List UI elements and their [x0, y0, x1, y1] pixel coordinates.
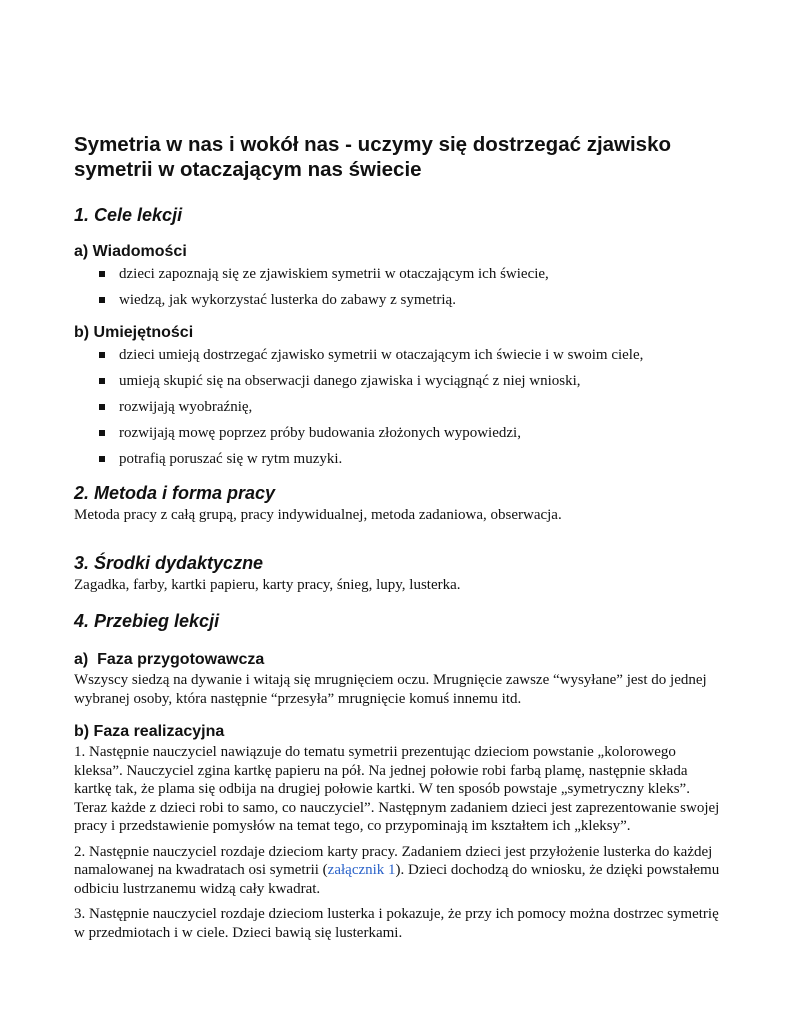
bullet-square-icon: [99, 297, 105, 303]
section-heading-materials: 3. Środki dydaktyczne: [74, 552, 264, 573]
section-heading-goals: 1. Cele lekcji: [74, 205, 183, 225]
bullet-square-icon: [99, 352, 105, 358]
subsection-heading-realization: b) Faza realizacyjna: [74, 723, 225, 740]
section-heading-method: 2. Metoda i forma pracy: [74, 483, 276, 503]
bullet-square-icon: [99, 271, 105, 277]
list-item: umieją skupić się na obserwacji danego zjawiska i wyciągnąć z niej wnioski,: [119, 372, 724, 390]
method-text: Metoda pracy z całą grupą, pracy indywidualnej, metoda zadaniowa, obserwacja.: [74, 507, 562, 523]
realization-paragraph-3: 3. Następnie nauczyciel rozdaje dzieciom lusterka i pokazuje, że przy ich pomocy można dostrzec symetrię w przedmiotach i w ciele. Dzieci bawią się lusterkami.: [74, 906, 719, 941]
bullet-square-icon: [99, 456, 105, 462]
bullet-square-icon: [99, 430, 105, 436]
list-item: rozwijają mowę poprzez próby budowania złożonych wypowiedzi,: [119, 424, 724, 442]
skills-list: [74, 346, 724, 468]
attachment-1-link[interactable]: załącznik 1: [327, 862, 396, 878]
list-item: potrafią poruszać się w rytm muzyki.: [119, 450, 724, 468]
materials-text: Zagadka, farby, kartki papieru, karty pracy, śnieg, lupy, lusterka.: [74, 576, 461, 593]
knowledge-list: [74, 265, 724, 309]
subsection-heading-skills: b) Umiejętności: [74, 324, 194, 341]
realization-paragraph-1: 1. Następnie nauczyciel nawiązuje do tematu symetrii prezentując dzieciom powstanie „kolorowego kleksa”. Nauczyciel zgina kartkę papieru na pół. Na jednej połowie robi farbą plamę, następnie składa kartkę tak, że plama się odbija na drugiej połowie kartki. W ten sposób powstaje „symetryczny kleks”. Teraz każde z dzieci robi to samo, co nauczyciel”. Następnym zadaniem dzieci jest zaprezentowanie swojej pracy i przedstawienie pomysłów na temat tego, co przypominają im kształtem ich „kleksy”.: [74, 744, 720, 834]
list-item: rozwijają wyobraźnię,: [119, 398, 724, 416]
document-content: [74, 132, 724, 942]
preparation-text: Wszyscy siedzą na dywanie i witają się mrugnięciem oczu. Mrugnięcie zawsze “wysyłane” jest do jednej wybranej osoby, która następnie “przesyła” mrugnięcie komuś innemu itd.: [74, 672, 707, 707]
section-heading-course: 4. Przebieg lekcji: [74, 611, 220, 631]
realization-paragraph-2: 2. Następnie nauczyciel rozdaje dzieciom karty pracy. Zadaniem dzieci jest przyłożenie lusterka do każdej namalowanej na kwadratach osi symetrii (załącznik 1). Dzieci dochodzą do wniosku, że dzięki powstałemu odbiciu lustrzanemu widzą cały kwadrat.: [74, 843, 720, 897]
list-item: dzieci umieją dostrzegać zjawisko symetrii w otaczającym ich świecie i w swoim ciele,: [119, 346, 724, 364]
bullet-square-icon: [99, 404, 105, 410]
subsection-heading-preparation: a) Faza przygotowawcza: [74, 651, 265, 668]
list-item: dzieci zapoznają się ze zjawiskiem symetrii w otaczającym ich świecie,: [119, 265, 724, 283]
list-item: wiedzą, jak wykorzystać lusterka do zabawy z symetrią.: [119, 291, 724, 309]
subsection-heading-knowledge: a) Wiadomości: [74, 243, 187, 260]
document-title: Symetria w nas i wokół nas - uczymy się dostrzegać zjawisko symetrii w otaczającym nas świecie: [74, 133, 672, 181]
bullet-square-icon: [99, 378, 105, 384]
